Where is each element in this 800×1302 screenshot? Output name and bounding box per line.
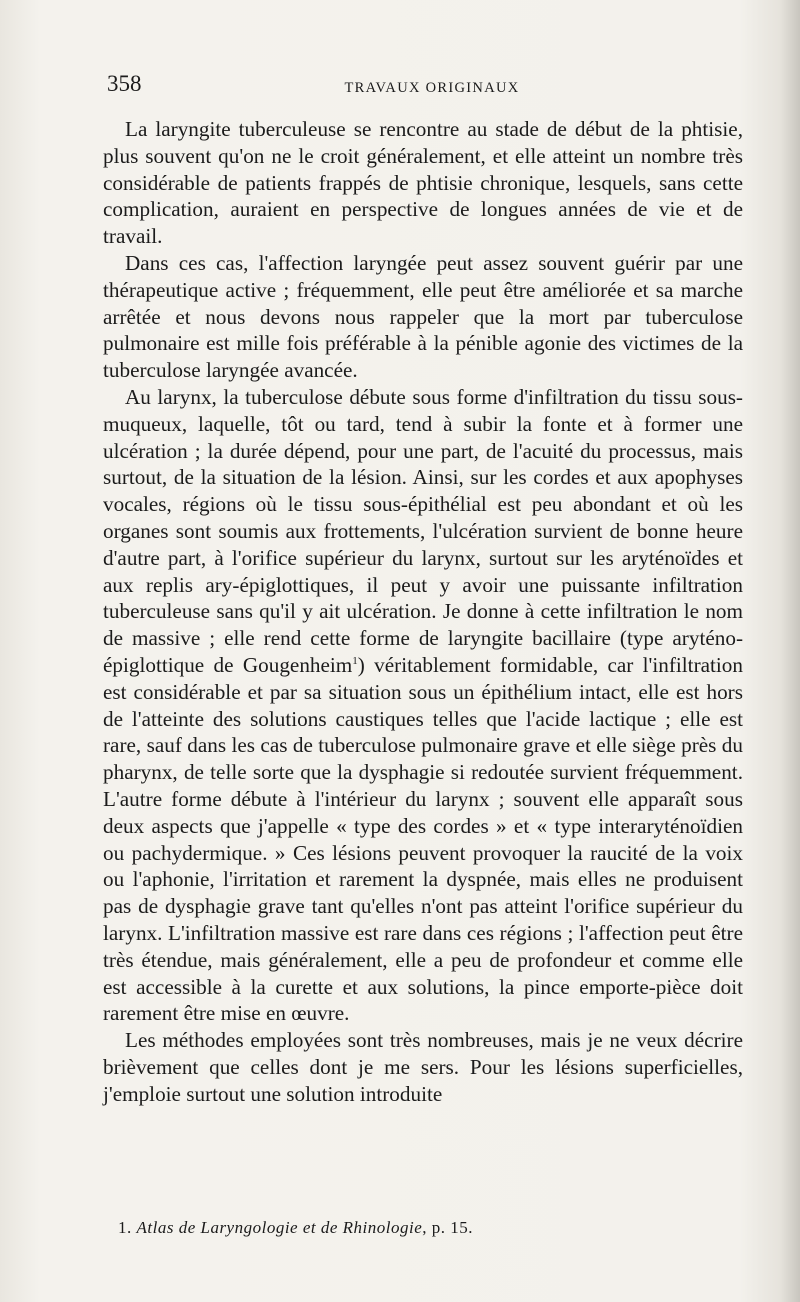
paragraph-3 [103,384,743,1027]
paragraph-3-text: Au larynx, la tuberculose débute sous forme d'infiltration du tissu sous-muqueux, laquelle, tôt ou tard, tend à subir la fonte et à former une ulcération ; la durée dépend, pour une part, de l'acuité du processus, mais surtout, de la situation de la lésion. Ainsi, sur les cordes et aux apophyses vocales, régions où le tissu sous-épithélial est peu abondant et où les organes sont soumis aux frottements, l'ulcération survient de bonne heure d'autre part, à l'orifice supérieur du larynx, surtout sur les aryténoïdes et aux replis ary-épiglottiques, il peut y avoir une puissante infiltration tuberculeuse sans qu'il y ait ulcération. Je donne à cette infiltration le nom de massive ; elle rend cette forme de laryngite bacillaire (type aryténo-épiglottique de Gougenheim [103,384,743,677]
footnote-number: 1. [118,1218,132,1237]
paragraph-4: Les méthodes employées sont très nombreuses, mais je ne veux décrire brièvement que celles dont je me sers. Pour les lésions superficielles, j'emploie surtout une solution introduite [103,1028,743,1106]
footnote-rest: , p. 15. [422,1218,474,1237]
page-header [107,68,743,100]
paragraph-3-continued: ) véritablement formidable, car l'infiltration est considérable et par sa situation sous un épithélium intact, elle est hors de l'atteinte des solutions caustiques telles que l'acide lactique ; elle est rare, sauf dans les cas de tuberculose pulmonaire grave et elle siège près du pharynx, de telle sorte que la dysphagie si redoutée survient fréquemment. L'autre forme débute à l'intérieur du larynx ; souvent elle apparaît sous deux aspects que j'appelle « type des cordes » et « type interaryténoïdien ou pachydermique. » Ces lésions peuvent provoquer la raucité de la voix ou l'aphonie, l'irritation et rarement la dyspnée, mais elles ne produisent pas de dysphagie grave tant qu'elles n'ont pas atteint l'orifice supérieur du larynx. L'infiltration massive est rare dans ces régions ; l'affection peut être très étendue, mais généralement, elle a peu de profondeur et comme elle est accessible à la curette et aux solutions, la pince emporte-pièce doit rarement être mise en œuvre. [103,652,743,1026]
paragraph-2: Dans ces cas, l'affection laryngée peut assez souvent guérir par une thérapeutique active ; fréquemment, elle peut être améliorée et sa marche arrêtée et nous devons nous rappeler que la mort par tuberculose pulmonaire est mille fois préférable à la pénible agonie des victimes de la tuberculose laryngée avancée. [103,250,743,383]
paragraph-1: La laryngite tuberculeuse se rencontre au stade de début de la phtisie, plus souvent qu'on ne le croit généralement, et elle atteint un nombre très considérable de patients frappés de phtisie chronique, lesquels, sans cette complication, auraient en perspective de longues années de vie et de travail. [103,117,743,249]
footnote [118,1216,738,1240]
footnote-title: Atlas de Laryngologie et de Rhinologie [136,1218,423,1237]
footnote-reference: 1 [352,654,358,667]
page-number: 358 [107,71,142,96]
running-title: TRAVAUX ORIGINAUX [344,80,520,96]
body-text [103,116,743,1107]
